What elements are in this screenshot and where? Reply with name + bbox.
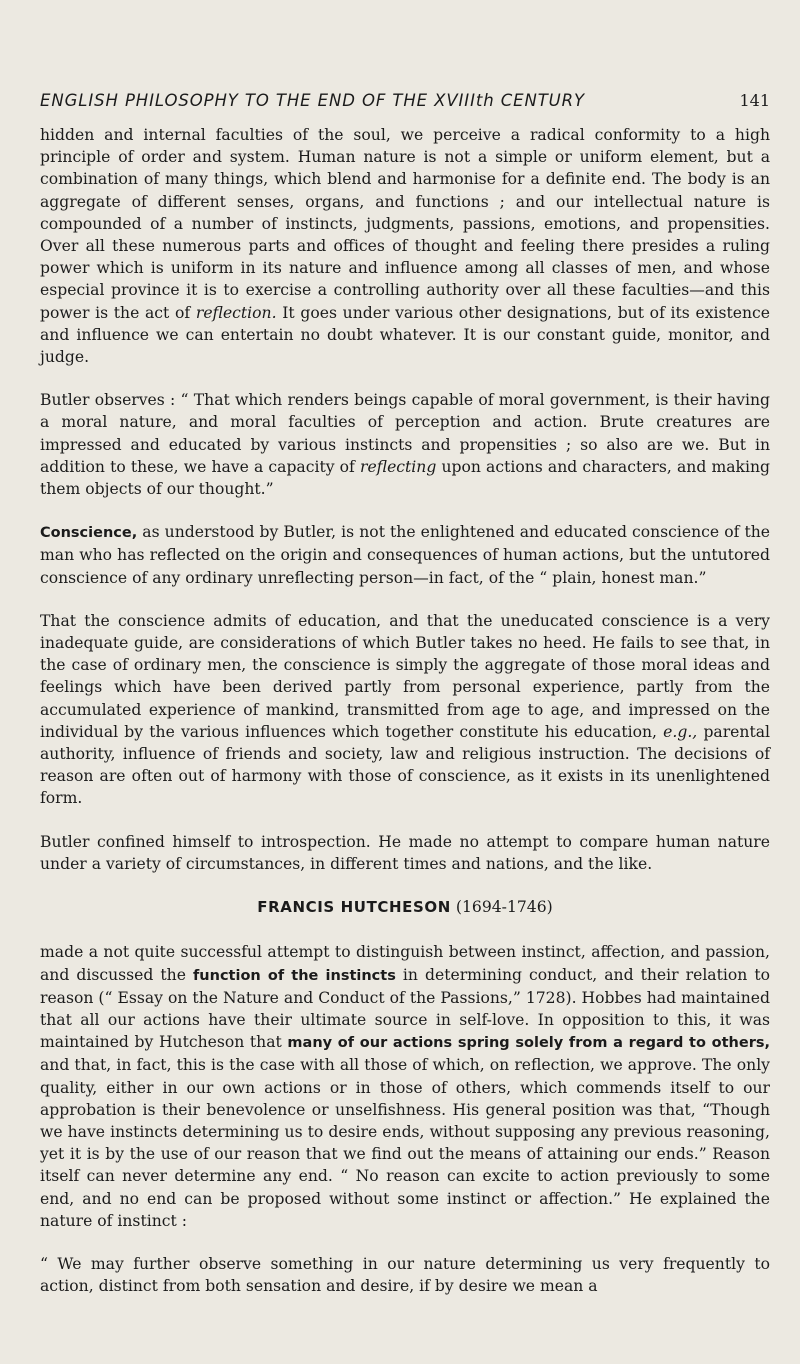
paragraph [40, 521, 770, 589]
text-run: as understood by Butler, is not the enlightened and educated conscience of the man who has reflected on the origin and consequences of human actions, but the untutored conscience of any ordinary unreflecting person—in fact, of the “ plain, honest man.” [40, 523, 770, 587]
italic-term: reflecting [359, 457, 437, 476]
text-run: hidden and internal faculties of the soul, we perceive a radical conformity to a high principle of order and system. Human nature is not a simple or uniform element, but a combination of many things, which blend and harmonise for a definite end. The body is an aggregate of different senses, organs, and functions ; and our intellectual nature is compounded of a number of instincts, judgments, passions, emotions, and propensities. Over all these numerous parts and offices of thought and feeling there presides a ruling power which is uniform in its nature and influence among all classes of men, and whose especial province it is to exercise a controlling authority over all these faculties—and this power is the act of [40, 126, 770, 322]
text-run: in determining conduct, and their relation to reason (“ Essay on the Nature and Conduct of the Passions,” 1728). Hobbes had maintained that all our actions have their ultimate source in self-love. In opposition to this, it was maintained by Hutcheson that [40, 965, 770, 1052]
bold-term: function of the instincts [193, 967, 396, 984]
paragraph [40, 389, 770, 500]
heading-name: FRANCIS HUTCHESON [257, 898, 451, 917]
text-run: upon actions and characters, and making them objects of our thought.” [40, 457, 771, 499]
section-heading [40, 896, 770, 918]
body-text [40, 124, 770, 1318]
page-number: 141 [739, 91, 770, 110]
running-head [40, 91, 770, 110]
text-run: and that, in fact, this is the case with all those of which, on reflection, we approve. The only quality, either in our own actions or in those of others, which commends itself to our approbation is their benevolence or unselfishness. His general position was that, “Though we have instincts determining us to desire ends, without supposing any previous reasoning, yet it is by the use of our reason that we find out the means of attaining our ends.” Reason itself can never determine any end. “ No reason can excite to action previously to some end, and no end can be proposed without some instinct or affection.” He explained the nature of instinct : [40, 1056, 770, 1230]
text-run: parental authority, influence of friends and society, law and religious instruction. The decisions of reason are often out of harmony with those of conscience, as it exists in its unenlightened form. [40, 722, 771, 808]
text-run: Butler observes : “ That which renders beings capable of moral government, is their having a moral nature, and moral faculties of perception and action. Brute creatures are impressed and educated by various instincts and propensities ; so also are we. But in addition to these, we have a capacity of [40, 391, 770, 476]
heading-dates: (1694-1746) [455, 898, 553, 917]
paragraph [40, 610, 770, 810]
bold-term: many of our actions spring solely from a regard to others, [287, 1035, 770, 1052]
text-run: That the conscience admits of education, and that the uneducated conscience is a very inadequate guide, are considerations of which Butler takes no heed. He fails to see that, in the case of ordinary men, the conscience is simply the aggregate of those moral ideas and feelings which have been derived partly from personal experience, partly from the accumulated experience of mankind, transmitted from age to age, and impressed on the individual by the various influences which together constitute his education, [40, 611, 770, 741]
bold-term: Conscience, [40, 525, 138, 542]
paragraph [40, 124, 770, 368]
italic-term: reflection. [195, 303, 277, 322]
text-run: made a not quite successful attempt to distinguish between instinct, affection, and passion, and discussed the [40, 943, 770, 984]
text-run: It goes under various other designations, but of its existence and influence we can entertain no doubt whatever. It is our constant guide, monitor, and judge. [40, 303, 770, 367]
running-title: ENGLISH PHILOSOPHY TO THE END OF THE XVIIIth CENTURY [40, 91, 585, 110]
italic-term: e.g., [663, 722, 698, 741]
paragraph [40, 941, 770, 1232]
paragraph: “ We may further observe something in our nature determining us very frequently to action, distinct from both sensation and desire, if by desire we mean a [40, 1254, 770, 1296]
paragraph: Butler confined himself to introspection. He made no attempt to compare human nature under a variety of circumstances, in different times and nations, and the like. [40, 832, 770, 873]
